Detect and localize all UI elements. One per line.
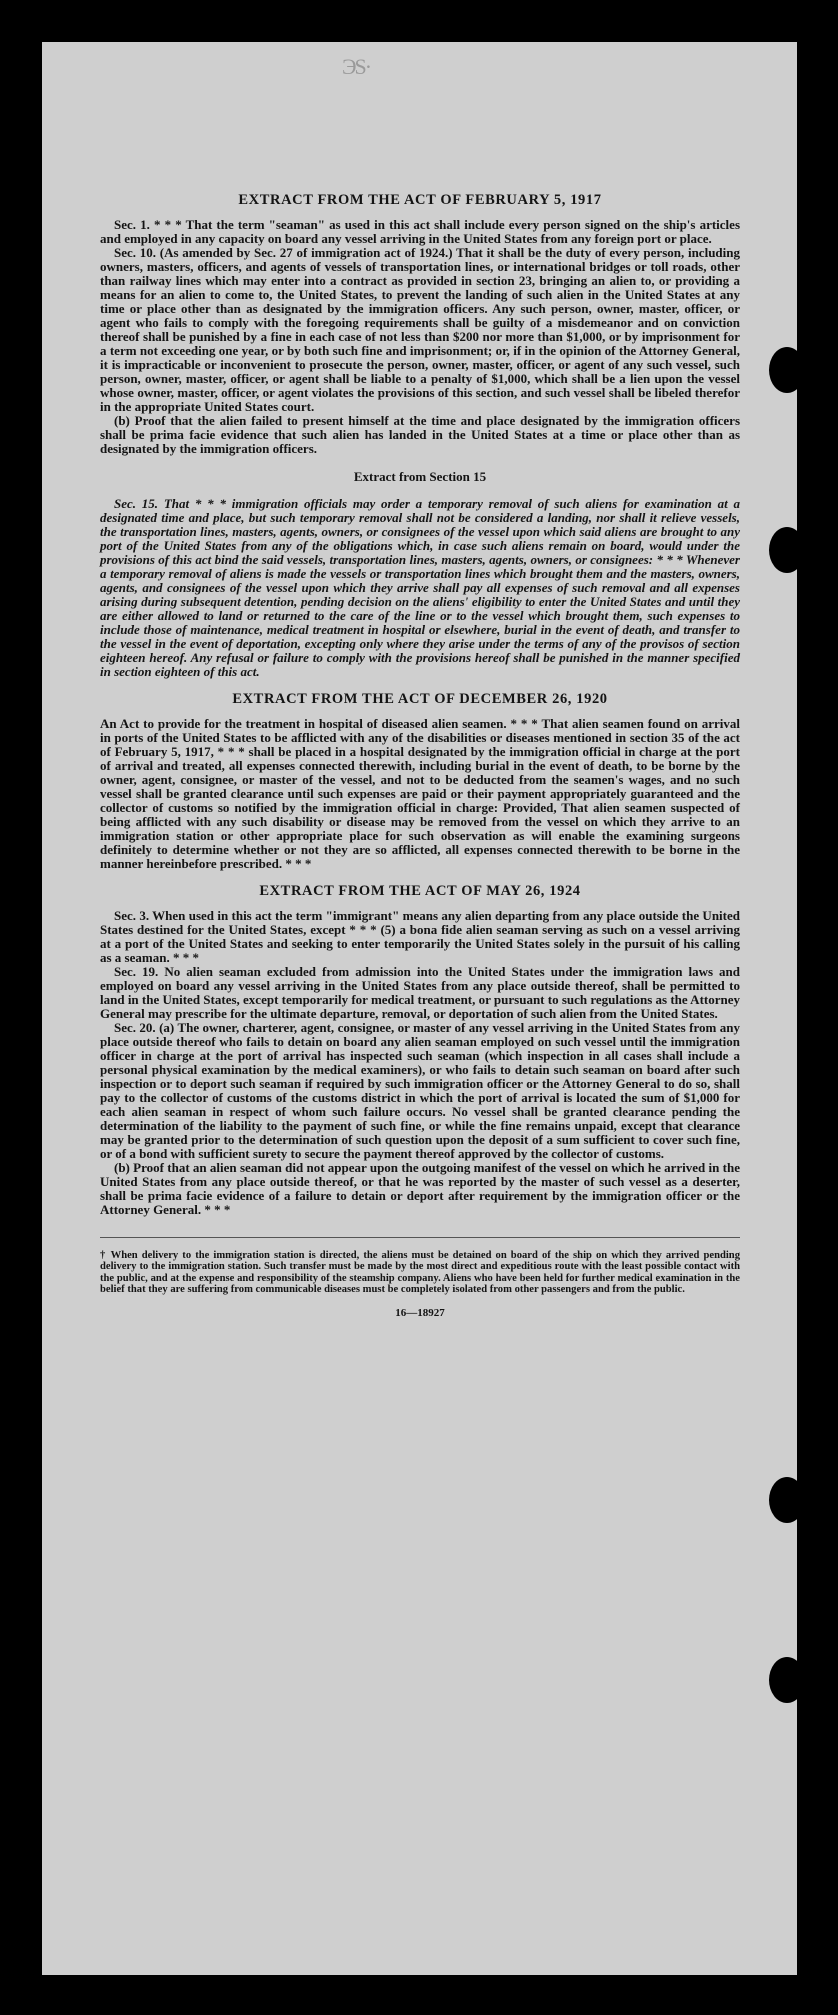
section-heading: EXTRACT FROM THE ACT OF FEBRUARY 5, 1917 — [238, 192, 602, 208]
footnote-divider — [100, 1237, 740, 1238]
section-heading: EXTRACT FROM THE ACT OF MAY 26, 1924 — [259, 883, 581, 899]
section-act-feb-1917 — [100, 192, 740, 456]
top-stamp-mark: ЭS· — [342, 54, 371, 79]
paragraph: Sec. 19. No alien seaman excluded from admission into the United States under the immigration laws and employed on board any vessel arriving in the United States from any place outside thereof, shall be permitted to land in the United States, except temporarily for medical treatment, or pursuant to such regulations as the Attorney General may prescribe for the ultimate departure, removal, or deportation of such alien from the United States. — [100, 964, 740, 1021]
page-number: 16—18927 — [395, 1306, 445, 1319]
punch-hole — [769, 1477, 797, 1523]
punch-hole — [769, 347, 797, 393]
section-heading: EXTRACT FROM THE ACT OF DECEMBER 26, 1920 — [232, 691, 608, 707]
paragraph: Sec. 3. When used in this act the term "immigrant" means any alien departing from any place outside the United States destined for the United States, except * * * (5) a bona fide alien seaman serving as such on a vessel arriving at a port of the United States and seeking to enter temporarily the United States solely in the pursuit of his calling as a seaman. * * * — [100, 908, 740, 965]
punch-hole — [769, 527, 797, 573]
paragraph: Sec. 1. * * * That the term "seaman" as used in this act shall include every person signed on the ship's articles and employed in any capacity on board any vessel arriving in the United States from any foreign port or place. — [100, 217, 740, 246]
paragraph: (b) Proof that an alien seaman did not appear upon the outgoing manifest of the vessel on which he arrived in the United States from any place outside thereof, or that he was reported by the master of such vessel as a deserter, shall be prima facie evidence of a failure to detain or deport after requirement by the immigration officer or the Attorney General. * * * — [100, 1160, 740, 1217]
section-extract-15 — [100, 469, 740, 679]
paragraph: Sec. 15. That * * * immigration officials may order a temporary removal of such aliens for examination at a designated time and place, but such temporary removal shall not be considered a landing, nor shall it relieve vessels, the transportation lines, masters, agents, owners, or consignees of the vessel upon which said aliens are brought to any port of the United States from any of the obligations which, in case such aliens remain on board, would under the provisions of this act bind the said vessels, transportation lines, masters, agents, owners, or consignees: * * * Whenever a temporary removal of aliens is made the vessels or transportation lines which brought them and the masters, owners, agents, and consignees of the vessel upon which they arrive shall pay all expenses of such removal and all expenses arising during subsequent detention, pending decision on the aliens' eligibility to enter the United States and until they are either allowed to land or returned to the care of the line or to the vessel which brought them, such expenses to include those of maintenance, medical treatment in hospital or elsewhere, burial in the event of death, and transfer to the vessel in the event of deportation, excepting only where they arise under the terms of any of the provisos of section eighteen hereof. Any refusal or failure to comply with the provisions hereof shall be punished in the manner specified in section eighteen of this act. — [100, 496, 740, 679]
footnote: † When delivery to the immigration station is directed, the aliens must be detained on board of the ship on which they arrived pending delivery to the immigration station. Such transfer must be made by the most direct and expeditious route with the least possible contact with the public, and at the expense and responsibility of the steamship company. Aliens who have been held for further medical examination in the belief that they are suffering from communicable diseases must be completely isolated from other passengers and from the public. — [100, 1250, 740, 1296]
paragraph: Sec. 20. (a) The owner, charterer, agent, consignee, or master of any vessel arriving in the United States from any place outside thereof who fails to detain on board any alien seaman employed on such vessel until the immigration officer in charge at the port of arrival has inspected such seaman (which inspection in all cases shall include a personal physical examination by the medical examiners), or who fails to detain such seaman on board after such inspection or to deport such seaman if required by such immigration officer or the Attorney General to do so, shall pay to the collector of customs of the customs district in which the port of arrival is located the sum of $1,000 for each alien seaman in respect of whom such failure occurs. No vessel shall be granted clearance pending the determination of the liability to the payment of such fine, or while the fine remains unpaid, except that clearance may be granted prior to the determination of such question upon the deposit of a sum sufficient to cover such fine, or of a bond with sufficient surety to secure the payment thereof approved by the collector of customs. — [100, 1020, 740, 1161]
paragraph: An Act to provide for the treatment in hospital of diseased alien seamen. * * * That alien seamen found on arrival in ports of the United States to be afflicted with any of the disabilities or diseases mentioned in section 35 of the act of February 5, 1917, * * * shall be placed in a hospital designated by the immigration official in charge at the port of arrival and treated, all expenses connected therewith, including burial in the event of death, to be borne by the owner, agent, consignee, or master of the vessel, and not to be deducted from the seamen's wages, and no such vessel shall be granted clearance until such expenses are paid or their payment appropriately guaranteed and the collector of customs so notified by the immigration official in charge: Provided, That alien seamen suspected of being afflicted with any such disability or disease may be removed from the vessel on which they arrive to an immigration station or other appropriate place for such observation as will enable the examining surgeons definitely to determine whether or not they are so afflicted, all expenses connected therewith to be borne in the manner hereinbefore prescribed. * * * — [100, 716, 740, 871]
document-page — [42, 42, 797, 1975]
paragraph: Sec. 10. (As amended by Sec. 27 of immigration act of 1924.) That it shall be the duty of every person, including owners, masters, officers, and agents of vessels of transportation lines, or international bridges or toll roads, other than railway lines which may enter into a contract as provided in section 23, bringing an alien to, or providing a means for an alien to come to, the United States, to prevent the landing of such alien in the United States at any time or place other than as designated by the immigration officers. Any such person, owner, master, officer, or agent who fails to comply with the foregoing requirements shall be guilty of a misdemeanor and on conviction thereof shall be punished by a fine in each case of not less than $200 nor more than $1,000, or by imprisonment for a term not exceeding one year, or by both such fine and imprisonment; or, if in the opinion of the Attorney General, it is impracticable or inconvenient to prosecute the person, owner, master, officer, or agent of any such vessel, such person, owner, master, officer, or agent shall be liable to a penalty of $1,000, which shall be a lien upon the vessel whose owner, master, officer, or agent violates the provisions of this section, and such vessel shall be libeled therefor in the appropriate United States court. — [100, 245, 740, 414]
section-act-may-1924 — [100, 883, 740, 1217]
section-act-dec-1920 — [100, 691, 740, 871]
punch-hole — [769, 1657, 797, 1703]
paragraph: (b) Proof that the alien failed to present himself at the time and place designated by the immigration officers shall be prima facie evidence that such alien has landed in the United States at a time or place other than as designated by the immigration officers. — [100, 413, 740, 456]
document-body — [100, 192, 740, 1319]
section-subheading: Extract from Section 15 — [353, 469, 487, 484]
